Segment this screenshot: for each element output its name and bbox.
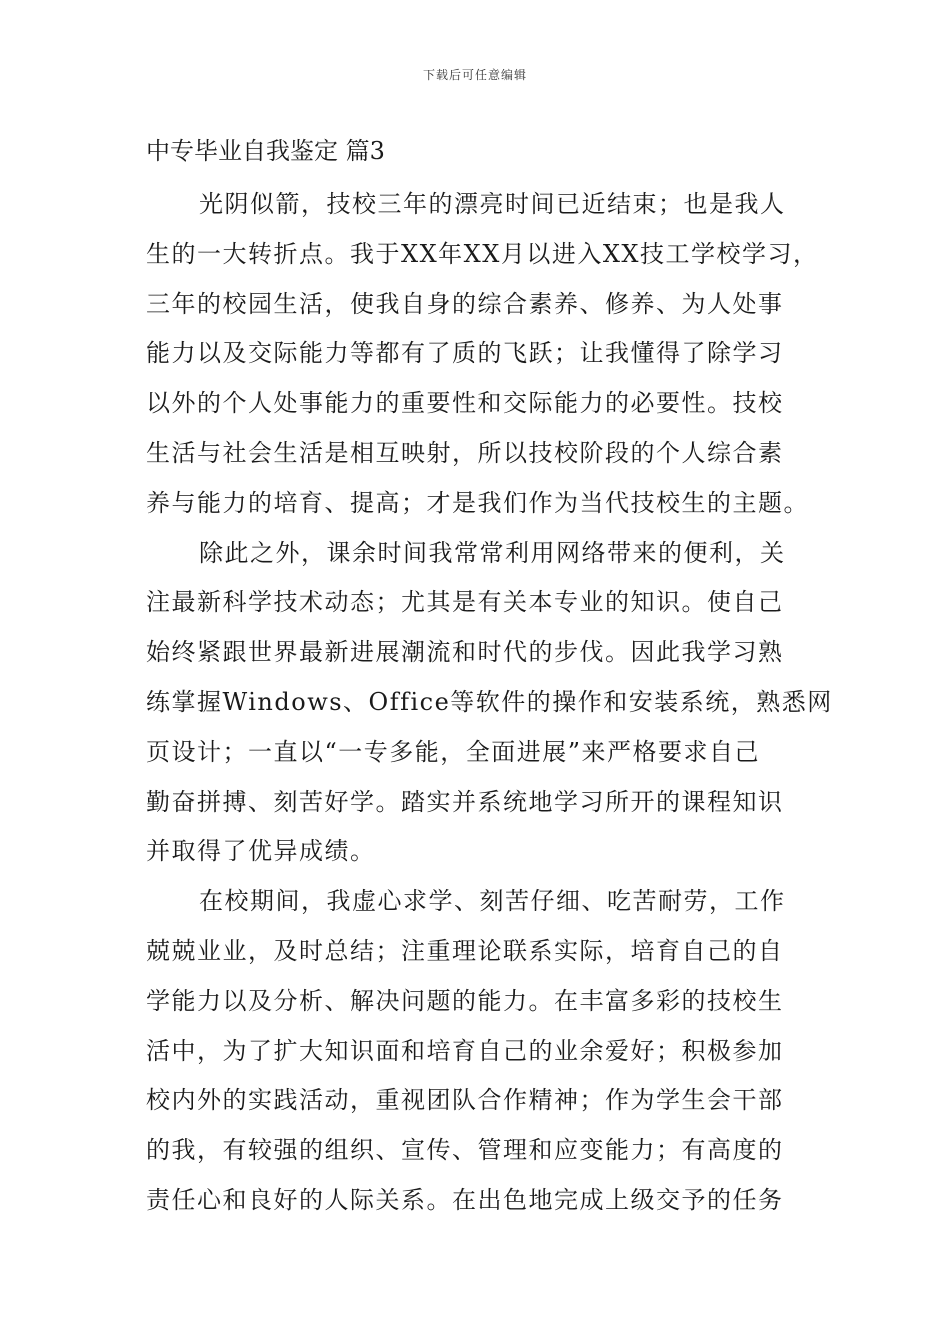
paragraph-line: 养与能力的培育、提高；才是我们作为当代技校生的主题。: [146, 488, 809, 517]
paragraph-line: 页设计；一直以“一专多能，全面进展”来严格要求自己: [146, 737, 761, 766]
paragraph-2: [146, 529, 836, 878]
paragraph-line: 学能力以及分析、解决问题的能力。在丰富多彩的技校生: [146, 986, 784, 1015]
paragraph-line: 兢兢业业，及时总结；注重理论联系实际，培育自己的自: [146, 936, 784, 965]
paragraph-line: 三年的校园生活，使我自身的综合素养、修养、为人处事: [146, 289, 784, 318]
paragraph-line: 始终紧跟世界最新进展潮流和时代的步伐。因此我学习熟: [146, 638, 784, 667]
paragraph-line: 除此之外，课余时间我常常利用网络带来的便利，关: [199, 538, 786, 567]
paragraph-line: 光阴似箭，技校三年的漂亮时间已近结束；也是我人: [199, 190, 786, 218]
paragraph-3: [146, 877, 836, 1226]
paragraph-line: 的我，有较强的组织、宣传、管理和应变能力；有高度的: [146, 1136, 784, 1165]
paragraph-line: 校内外的实践活动，重视团队合作精神；作为学生会干部: [146, 1086, 784, 1115]
page-header: 下载后可任意编辑: [422, 68, 527, 82]
paragraph-line: 以外的个人处事能力的重要性和交际能力的必要性。技校: [146, 389, 784, 418]
paragraph-line: 活中，为了扩大知识面和培育自己的业余爱好；积极参加: [146, 1036, 784, 1065]
paragraph-1: [146, 180, 836, 529]
paragraph-line: 能力以及交际能力等都有了质的飞跃；让我懂得了除学习: [146, 339, 784, 368]
paragraph-line: 在校期间，我虚心求学、刻苦仔细、吃苦耐劳，工作: [199, 887, 786, 916]
paragraph-line: 责任心和良好的人际关系。在出色地完成上级交予的任务: [146, 1185, 784, 1214]
document-body: [146, 130, 836, 1226]
paragraph-line: 注最新科学技术动态；尤其是有关本专业的知识。使自己: [146, 588, 784, 617]
paragraph-line: 练掌握Windows、Office等软件的操作和安装系统，熟悉网: [146, 687, 833, 716]
paragraph-line: 并取得了优异成绩。: [146, 837, 376, 866]
paragraph-line: 生活与社会生活是相互映射，所以技校阶段的个人综合素: [146, 438, 784, 467]
document-title: 中专毕业自我鉴定 篇3: [146, 137, 385, 165]
paragraph-line: 勤奋拼搏、刻苦好学。踏实并系统地学习所开的课程知识: [146, 787, 784, 816]
paragraph-line: 生的一大转折点。我于XX年XX月以进入XX技工学校学习，: [146, 239, 819, 268]
